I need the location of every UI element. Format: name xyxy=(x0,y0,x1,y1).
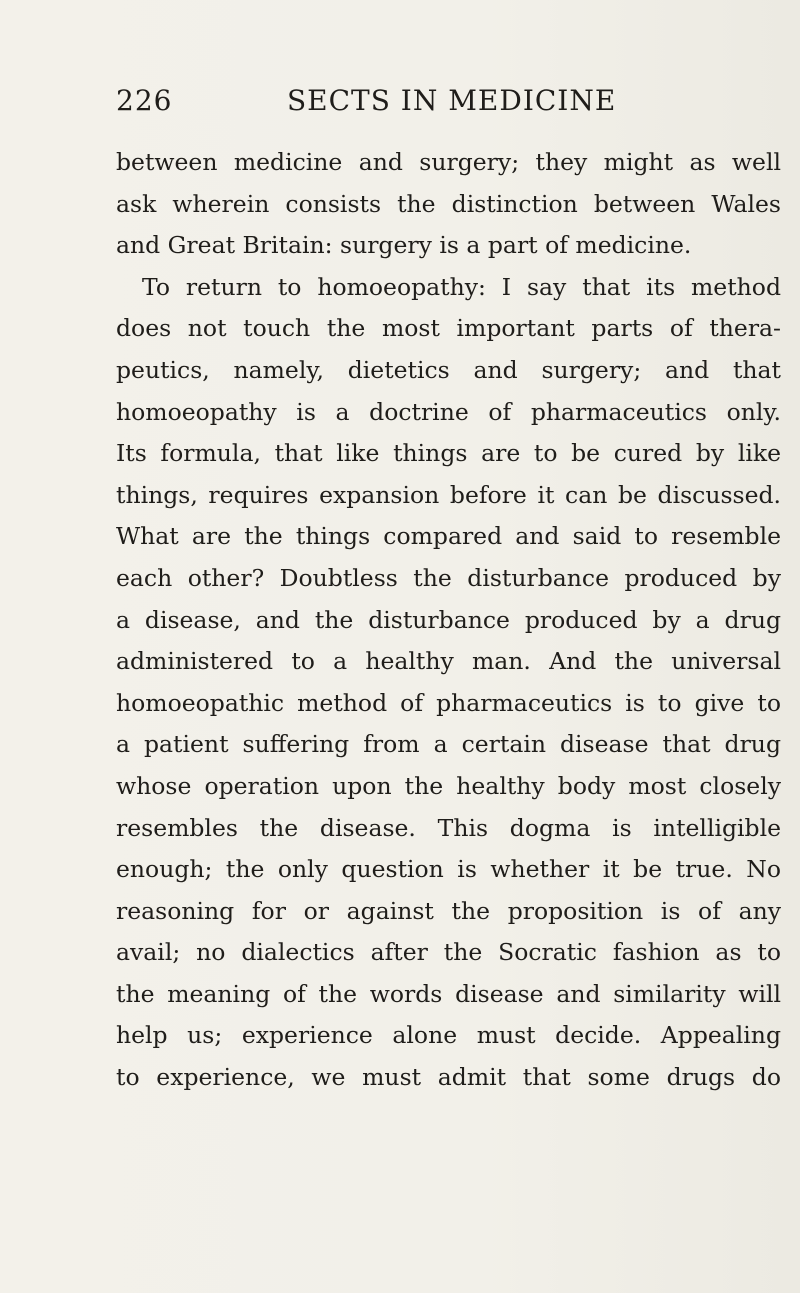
text-line: administered to a healthy man. And the universal xyxy=(116,647,781,676)
text-line: resembles the disease. This dogma is intelligible xyxy=(116,813,781,842)
text-line: things, requires expansion before it can be discussed. xyxy=(116,480,781,509)
text-line: a patient suffering from a certain disease that drug xyxy=(116,730,781,759)
paragraph-start-line: To return to homoeopathy: I say that its method xyxy=(142,272,781,301)
text-line: homoeopathy is a doctrine of pharmaceutics only. xyxy=(116,397,781,426)
text-line: enough; the only question is whether it be true. No xyxy=(116,855,781,884)
text-line: each other? Doubtless the disturbance produced by xyxy=(116,563,781,592)
text-line: avail; no dialectics after the Socratic fashion as to xyxy=(116,938,781,967)
text-line: does not touch the most important parts of thera- xyxy=(116,314,781,343)
text-line: help us; experience alone must decide. Appealing xyxy=(116,1021,781,1050)
text-line: peutics, namely, dietetics and surgery; and that xyxy=(116,355,781,384)
text-line: to experience, we must admit that some drugs do xyxy=(116,1063,781,1092)
page-number: 226 xyxy=(116,84,173,117)
text-line: homoeopathic method of pharmaceutics is to give to xyxy=(116,688,781,717)
text-line: whose operation upon the healthy body most closely xyxy=(116,771,781,800)
text-line: reasoning for or against the proposition is of any xyxy=(116,896,781,925)
text-line: a disease, and the disturbance produced by a drug xyxy=(116,605,781,634)
text-line: between medicine and surgery; they might as well xyxy=(116,148,781,176)
page-header xyxy=(116,84,781,124)
text-line: ask wherein consists the distinction between Wales xyxy=(116,189,781,218)
text-line: Its formula, that like things are to be cured by like xyxy=(116,439,781,468)
text-line: and Great Britain: surgery is a part of medicine. xyxy=(116,231,692,260)
text-line: the meaning of the words disease and similarity will xyxy=(116,979,781,1008)
running-head: SECTS IN MEDICINE xyxy=(287,84,617,117)
text-line: What are the things compared and said to resemble xyxy=(116,522,781,551)
body-text xyxy=(116,142,781,1099)
